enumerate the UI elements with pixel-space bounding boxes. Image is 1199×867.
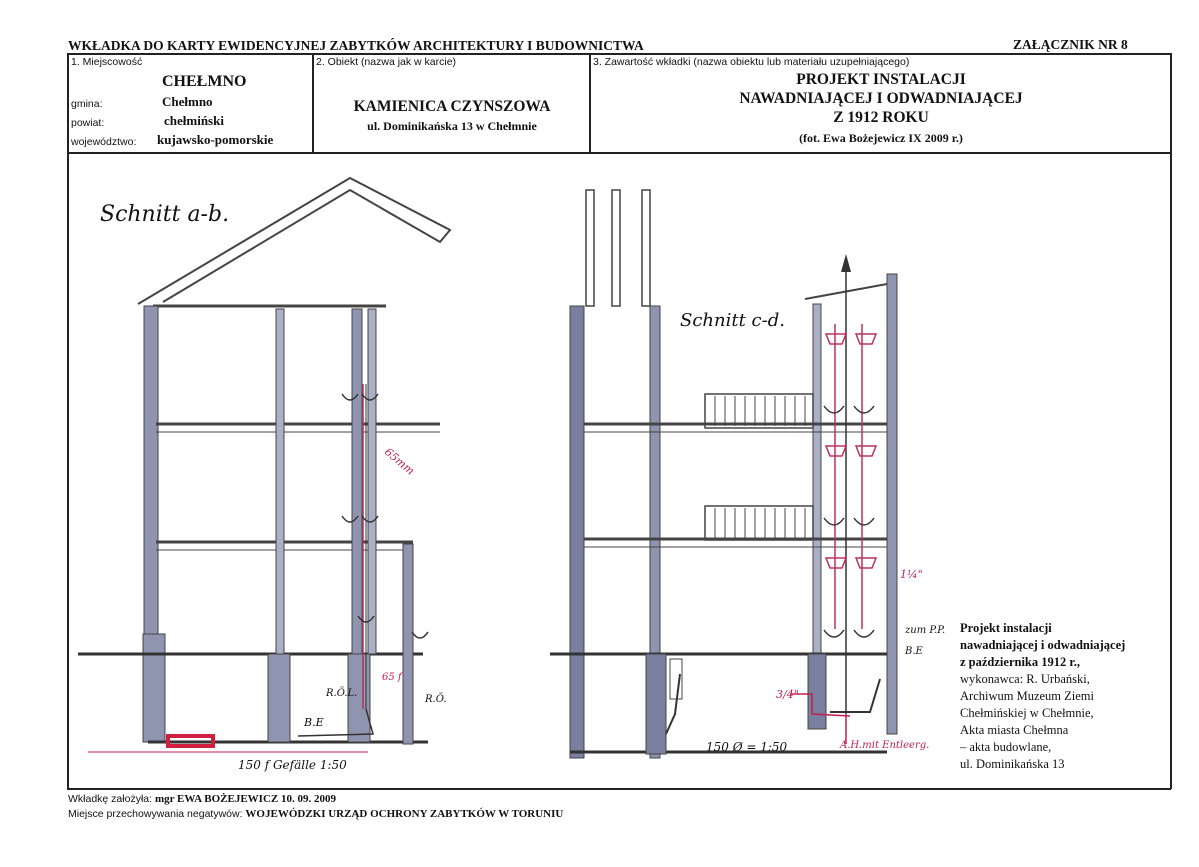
caption-line-8: – akta budowlane, — [960, 740, 1052, 754]
frame-top-line — [67, 53, 1171, 55]
annotation-150: 150 Ø = 1:50 — [706, 740, 788, 754]
attachment-number: ZAŁĄCZNIK NR 8 — [1013, 37, 1128, 52]
location-label: 1. Miejscowość — [71, 56, 143, 68]
storage-value: WOJEWÓDZKI URZĄD OCHRONY ZABYTKÓW W TORUNIU — [245, 808, 564, 820]
object-name: KAMIENICA CZYNSZOWA — [353, 98, 551, 115]
annotation-be-left: B.E — [304, 716, 324, 729]
annotation-65f: 65 f — [382, 672, 402, 683]
annotation-1-1-4: 1¼" — [900, 568, 923, 581]
gmina-value: Chełmno — [162, 94, 213, 109]
annotation-gefalle: 150 f Gefälle 1:50 — [238, 758, 347, 772]
footer-author — [68, 793, 336, 805]
wojewodztwo-value: kujawsko-pomorskie — [157, 132, 274, 147]
caption-line-4: wykonawca: R. Urbański, — [960, 672, 1090, 686]
annotation-ahmit: A.H.mit Entleerg. — [840, 740, 930, 751]
author-label: Wkładkę założyła: — [68, 793, 153, 805]
author-value: mgr EWA BOŻEJEWICZ 10. 09. 2009 — [154, 793, 336, 805]
powiat-value: chełmiński — [164, 113, 224, 128]
powiat-label: powiat: — [71, 117, 105, 129]
section-a-b-label: Schnitt a-b. — [100, 202, 230, 227]
contents-photo-credit: (fot. Ewa Bożejewicz IX 2009 r.) — [799, 131, 963, 145]
drawing-caption — [960, 620, 1165, 773]
document-title: WKŁADKA DO KARTY EWIDENCYJNEJ ZABYTKÓW ARCHITEKTURY I BUDOWNICTWA — [68, 38, 644, 53]
section-c-d-drawing — [550, 154, 970, 788]
section-c-d-label: Schnitt c-d. — [680, 310, 785, 331]
wojewodztwo-label: województwo: — [71, 136, 137, 148]
gmina-label: gmina: — [71, 98, 103, 110]
caption-line-5: Archiwum Muzeum Ziemi — [960, 689, 1094, 703]
annotation-ro: R.Ö. — [425, 694, 447, 705]
contents-label: 3. Zawartość wkładki (nazwa obiektu lub materiału uzupełniającego) — [593, 56, 910, 68]
frame-bottom-line — [67, 788, 1171, 790]
annotation-3-4: 3/4" — [776, 688, 799, 701]
caption-line-1: Projekt instalacji — [960, 621, 1052, 635]
caption-line-2: nawadniającej i odwadniającej — [960, 638, 1126, 652]
object-address: ul. Dominikańska 13 w Chełmnie — [367, 119, 537, 133]
annotation-rol: R.Ö.L. — [326, 688, 358, 699]
annotation-zum-pp: zum P.P. — [905, 625, 946, 636]
annotation-65mm: 65mm — [381, 445, 417, 478]
caption-line-7: Akta miasta Chełmna — [960, 723, 1069, 737]
caption-line-6: Chełmińskiej w Chełmnie, — [960, 706, 1094, 720]
contents-line-3: Z 1912 ROKU — [833, 109, 929, 126]
location-name: CHEŁMNO — [162, 73, 247, 90]
contents-line-2: NAWADNIAJĄCEJ I ODWADNIAJĄCEJ — [739, 90, 1023, 107]
annotation-be-right: B.E — [905, 646, 923, 657]
footer-storage — [68, 808, 563, 820]
object-label: 2. Obiekt (nazwa jak w karcie) — [316, 56, 457, 68]
frame-right-line — [1170, 53, 1172, 789]
storage-label: Miejsce przechowywania negatywów: — [68, 808, 243, 820]
caption-line-3: z października 1912 r., — [960, 655, 1081, 669]
caption-line-9: ul. Dominikańska 13 — [960, 757, 1065, 771]
contents-line-1: PROJEKT INSTALACJI — [796, 71, 966, 88]
